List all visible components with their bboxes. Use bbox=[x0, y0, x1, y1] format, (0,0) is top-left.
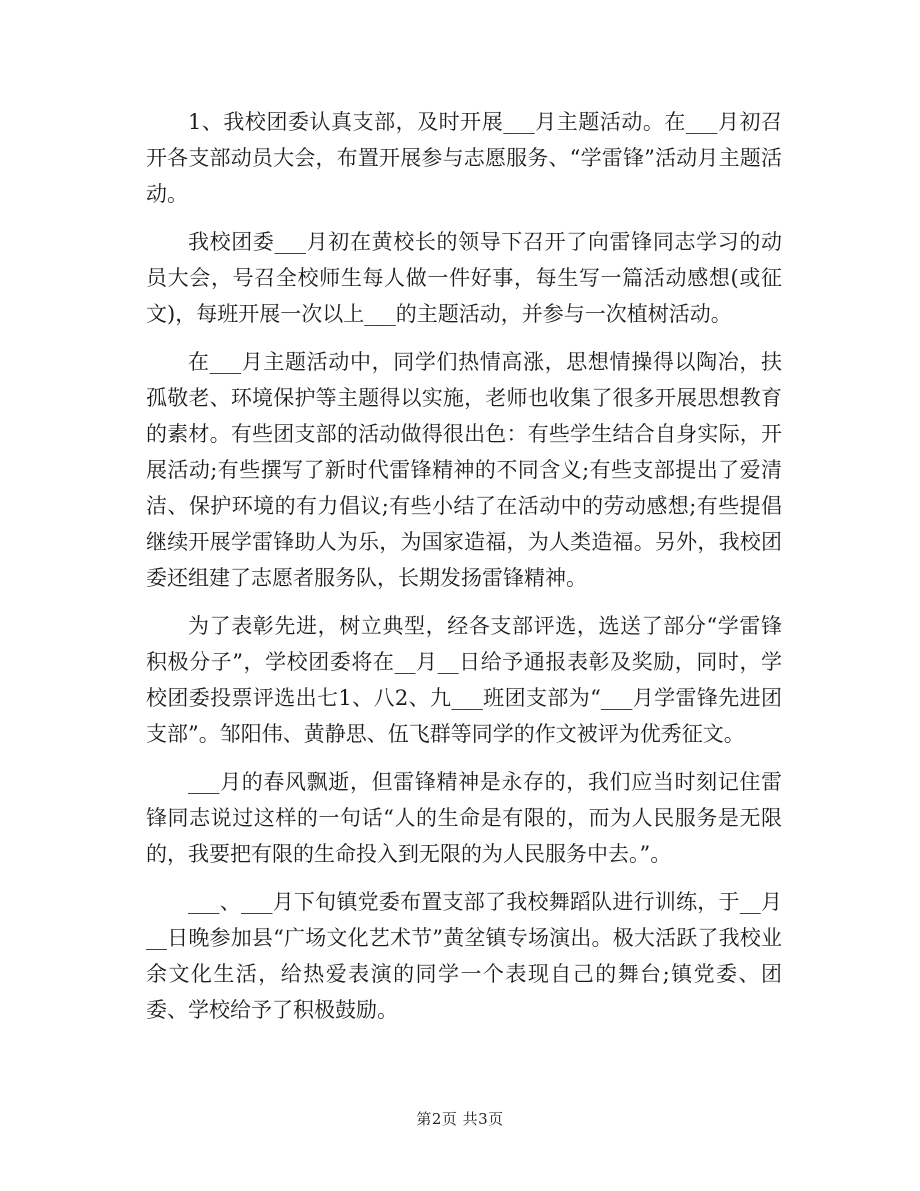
paragraph-2: 我校团委___月初在黄校长的领导下召开了向雷锋同志学习的动员大会，号召全校师生每人做一件好事，每生写一篇活动感想(或征文)，每班开展一次以上___的主题活动，并参与一次植树活动。 bbox=[146, 230, 782, 326]
paragraph-6: ___、___月下旬镇党委布置支部了我校舞蹈队进行训练，于__月__日晚参加县“广场文化艺术节”黄坌镇专场演出。极大活跃了我校业余文化生活，给热爱表演的同学一个表现自己的舞台;镇党委、团委、学校给予了积极鼓励。 bbox=[146, 890, 782, 1022]
document-body bbox=[146, 104, 782, 1040]
paragraph-3: 在___月主题活动中，同学们热情高涨，思想情操得以陶冶，扶孤敬老、环境保护等主题得以实施，老师也收集了很多开展思想教育的素材。有些团支部的活动做得很出色：有些学生结合自身实际，开展活动;有些撰写了新时代雷锋精神的不同含义;有些支部提出了爱清洁、保护环境的有力倡议;有些小结了在活动中的劳动感想;有些提倡继续开展学雷锋助人为乐，为国家造福，为人类造福。另外，我校团委还组建了志愿者服务队，长期发扬雷锋精神。 bbox=[146, 350, 782, 590]
paragraph-4: 为了表彰先进，树立典型，经各支部评选，选送了部分“学雷锋积极分子”，学校团委将在__月__日给予通报表彰及奖励，同时，学校团委投票评选出七1、八2、九___班团支部为“___月学雷锋先进团支部”。邹阳伟、黄静思、伍飞群等同学的作文被评为优秀征文。 bbox=[146, 614, 782, 746]
paragraph-1: 1、我校团委认真支部，及时开展___月主题活动。在___月初召开各支部动员大会，布置开展参与志愿服务、“学雷锋”活动月主题活动。 bbox=[146, 110, 782, 206]
page-number: 第2页 共3页 bbox=[416, 1110, 504, 1128]
paragraph-5: ___月的春风飘逝，但雷锋精神是永存的，我们应当时刻记住雷锋同志说过这样的一句话“人的生命是有限的，而为人民服务是无限的，我要把有限的生命投入到无限的为人民服务中去。”。 bbox=[146, 770, 782, 866]
